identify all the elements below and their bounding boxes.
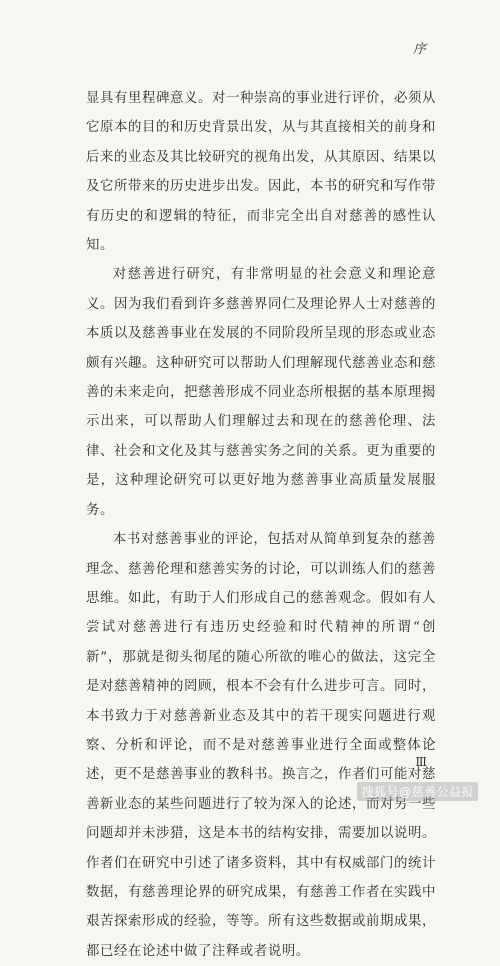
paragraph: 对慈善进行研究，有非常明显的社会意义和理论意义。因为我们看到许多慈善界同仁及理论界人士对慈善的本质以及慈善事业在发展的不同阶段所呈现的形态或业态颇有兴趣。这种研究可以帮助人们理解现代慈善业态和慈善的未来走向，把慈善形成不同业态所根据的基本原理揭示出来，可以帮助人们理解过去和现在的慈善伦理、法律、社会和文化及其与慈善实务之间的关系。更为重要的是，这种理论研究可以更好地为慈善事业高质量发展服务。 (86, 267, 436, 518)
watermark: 搜狐号@慈善公益报 (357, 782, 478, 801)
running-header: 序 (412, 42, 426, 57)
body-text (86, 84, 436, 966)
paragraph: 显具有里程碑意义。对一种崇高的事业进行评价，必须从它原本的目的和历史背景出发，从与其直接相关的前身和后来的业态及其比较研究的视角出发，从其原因、结果以及它所带来的历史进步出发。因此，本书的研究和写作带有历史的和逻辑的特征，而非完全出自对慈善的感性认知。 (86, 91, 436, 254)
paragraph: 本书对慈善事业的评论，包括对从简单到复杂的慈善理念、慈善伦理和慈善实务的讨论，可以训练人们的慈善思维。如此，有助于人们形成自己的慈善观念。假如有人尝试对慈善进行有违历史经验和时代精神的所谓“创新”，那就是彻头彻尾的随心所欲的唯心的做法，这完全是对慈善精神的罔顾，根本不会有什么进步可言。同时，本书致力于对慈善新业态及其中的若干现实问题进行观察、分析和评论，而不是对慈善事业进行全面或整体论述，更不是慈善事业的教科书。换言之，作者们可能对慈善新业态的某些问题进行了较为深入的论述，而对另一些问题却并未涉猎，这是本书的结构安排，需要加以说明。作者们在研究中引述了诸多资料，其中有权威部门的统计数据，有慈善理论界的研究成果，有慈善工作者在实践中艰苦探索形成的经验，等等。所有这些数据或前期成果，都已经在论述中做了注释或者说明。 (86, 532, 436, 959)
page-number: Ⅲ (415, 755, 427, 769)
